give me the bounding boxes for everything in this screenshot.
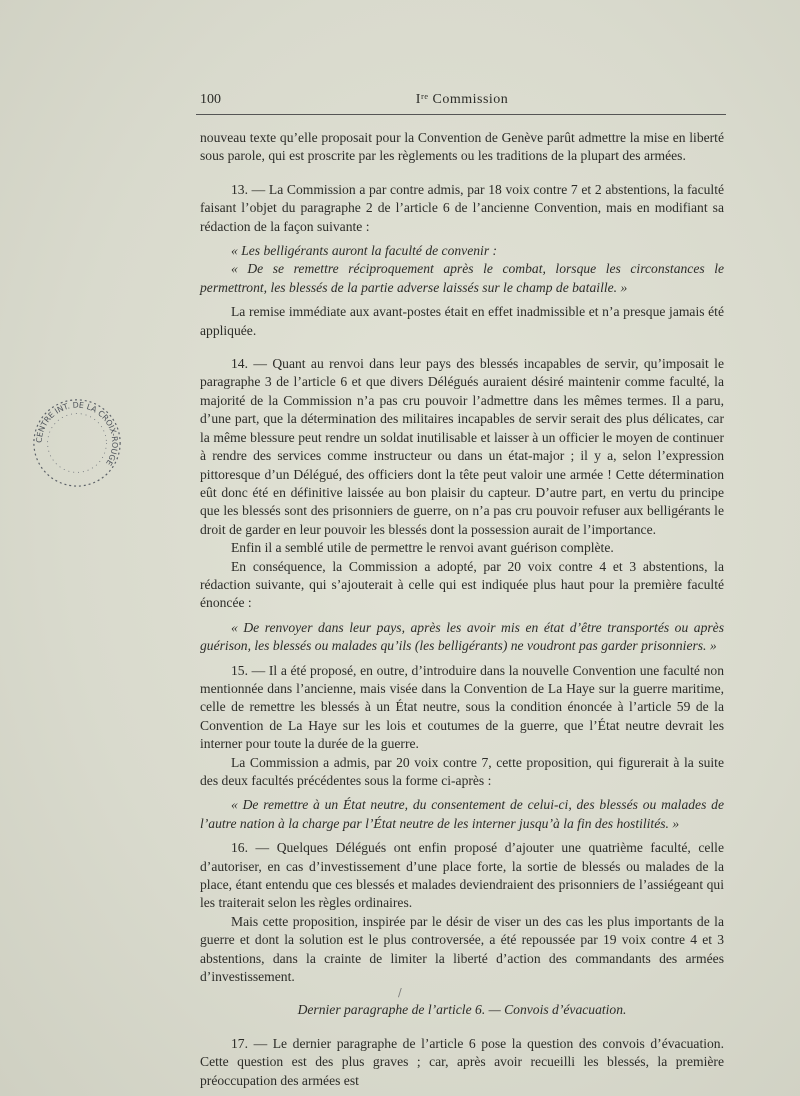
paragraph: 17. — Le dernier paragraphe de l’article 6 pose la question des convois d’évacuation. Cette question est des plus graves ; car, après avoir recueilli les blessés, la première préoccupation des armées est <box>200 1035 724 1088</box>
paragraph: Mais cette proposition, inspirée par le désir de viser un des cas les plus importants de la guerre et dont la solution est le plus controversée, a été repoussée par 19 voix contre 4 et 3 abstentions, dans la crainte de limiter la liberté d’action des commandants des armées d’investissement. <box>200 913 724 985</box>
paragraph: 14. — Quant au renvoi dans leur pays des blessés incapables de servir, qu’imposait le paragraphe 3 de l’article 6 et que divers Délégués auraient désiré maintenir comme faculté, la majorité de la Commission n’a pas cru pouvoir l’admettre dans les mêmes termes. Il a paru, d’une part, que la détermination des militaires incapables de servir serait des plus délicates, car la même blessure peut rendre un soldat inutilisable et laisser à un officier le moyen de continuer à rendre des services comme instructeur ou dans un état-major ; il y a, selon l’expression pittoresque d’un Délégué, des officiers dont la tête peut valoir une armée ! Cette détermination eût donc été en définitive laissée au bon plaisir du capteur. D’autre part, en vertu du principe que les blessés sont des prisonniers de guerre, on n’a pas cru pouvoir refuser aux belligérants le droit de garder en leur pouvoir les blessés dont la possession aurait de l’importance. <box>200 356 724 537</box>
paragraph: En conséquence, la Commission a adopté, par 20 voix contre 4 et 3 abstentions, la rédaction suivante, qui s’ajouterait à celle qui est indiquée plus haut pour la première faculté énoncée : <box>200 558 724 611</box>
quoted-text: « De remettre à un État neutre, du consentement de celui-ci, des blessés ou malades de l’autre nation à la charge par l’État neutre de les interner jusqu’à la fin des hostilités. » <box>200 797 724 831</box>
quoted-text: « De se remettre réciproquement après le combat, lorsque les circonstances le permettront, les blessés de la partie adverse laissés sur le champ de bataille. » <box>200 261 724 295</box>
paragraph: Enfin il a semblé utile de permettre le renvoi avant guérison complète. <box>231 540 614 556</box>
paragraph: La Commission a admis, par 20 voix contre 7, cette proposition, qui figurerait à la suite des deux facultés précédentes sous la forme ci-après : <box>200 754 724 788</box>
paragraph: 13. — La Commission a par contre admis, par 18 voix contre 7 et 2 abstentions, la faculté faisant l’objet du paragraphe 2 de l’article 6 de l’ancienne Convention, mais en modifiant sa rédaction de la façon suivante : <box>200 181 724 234</box>
page-number: 100 <box>200 92 221 107</box>
paragraph: 15. — Il a été proposé, en outre, d’introduire dans la nouvelle Convention une faculté non mentionnée dans l’ancienne, mais visée dans la Convention de La Haye sur la guerre maritime, celle de remettre les blessés à un État neutre, sous la condition énoncée à l’article 59 de la Convention de La Haye sur les lois et coutumes de la guerre, que l’État neutre devrait les interner pour toute la durée de la guerre. <box>200 662 724 752</box>
header-rule <box>196 114 726 115</box>
quoted-text: « De renvoyer dans leur pays, après les avoir mis en état d’être transportés ou après guérison, les blessés ou malades qu’ils (les belligérants) ne voudront pas garder prisonniers. » <box>200 619 724 654</box>
body-text <box>200 129 724 1090</box>
running-title: Iʳᵉ Commission <box>415 92 509 107</box>
margin-mark: / <box>398 986 402 999</box>
svg-text:CENTRE INT. DE LA CROIX-ROUGE: CENTRE INT. DE LA CROIX-ROUGE <box>34 400 120 468</box>
paragraph: La remise immédiate aux avant-postes était en effet inadmissible et n’a presque jamais été appliquée. <box>200 304 724 338</box>
quoted-text: « Les belligérants auront la faculté de convenir : <box>231 243 498 259</box>
section-subheading: Dernier paragraphe de l’article 6. — Convois d’évacuation. <box>297 1002 627 1018</box>
paragraph: 16. — Quelques Délégués ont enfin proposé d’ajouter une quatrième faculté, celle d’autoriser, en cas d’investissement d’une place forte, la sortie de blessés ou malades de la place, étant entendu que ces blessés et malades deviendraient des prisonniers de l’assiégeant qui les traiterait selon les règles ordinaires. <box>200 840 724 911</box>
paragraph: nouveau texte qu’elle proposait pour la Convention de Genève parût admettre la mise en liberté sous parole, qui est proscrite par les règlements ou les traditions de la plupart des armées. <box>200 130 724 164</box>
library-stamp <box>28 392 126 490</box>
running-header <box>200 92 724 110</box>
